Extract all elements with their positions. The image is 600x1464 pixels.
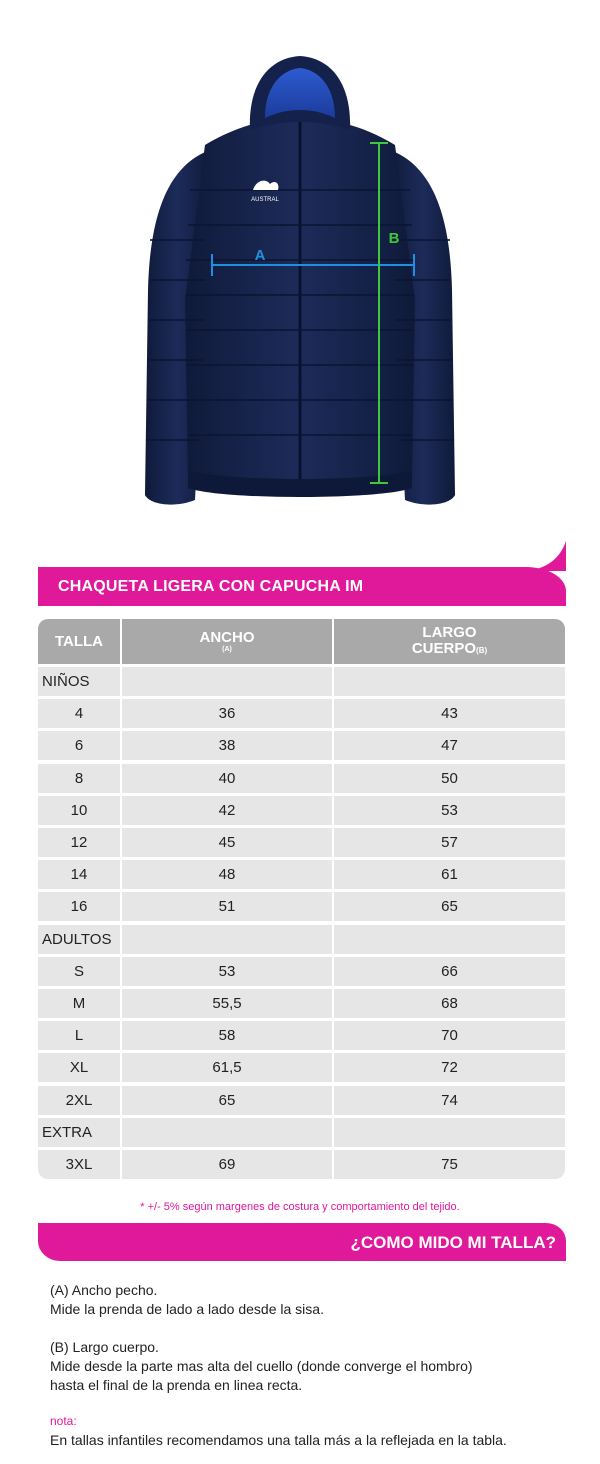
cell-ancho xyxy=(122,667,332,696)
explanation-a xyxy=(50,1281,324,1319)
cell-talla: S xyxy=(38,957,120,986)
table-row xyxy=(38,860,565,889)
label-a: A xyxy=(254,247,266,264)
nota-text: En tallas infantiles recomendamos una talla más a la reflejada en la tabla. xyxy=(50,1432,507,1448)
cell-talla: XL xyxy=(38,1053,120,1082)
explanation-b-text-2: hasta el final de la prenda en linea recta. xyxy=(50,1377,303,1393)
cell-ancho: 40 xyxy=(122,764,332,793)
table-group-row xyxy=(38,1118,565,1147)
cell-largo: 72 xyxy=(334,1053,565,1082)
cell-ancho: 58 xyxy=(122,1021,332,1050)
table-row xyxy=(38,957,565,986)
cell-ancho: 45 xyxy=(122,828,332,857)
explanation-b xyxy=(50,1338,473,1395)
explanation-b-text-1: Mide desde la parte mas alta del cuello (donde converge el hombro) xyxy=(50,1358,473,1374)
cell-largo: 61 xyxy=(334,860,565,889)
table-row xyxy=(38,1053,565,1082)
cell-largo: 70 xyxy=(334,1021,565,1050)
table-row xyxy=(38,699,565,728)
cell-ancho: 36 xyxy=(122,699,332,728)
header-talla: TALLA xyxy=(38,619,120,664)
table-row xyxy=(38,828,565,857)
table-group-row xyxy=(38,667,565,696)
table-row xyxy=(38,731,565,760)
table-row xyxy=(38,892,565,921)
cell-ancho xyxy=(122,1118,332,1147)
cell-largo: 53 xyxy=(334,796,565,825)
nota xyxy=(50,1412,507,1450)
cell-talla: 8 xyxy=(38,764,120,793)
cell-ancho: 69 xyxy=(122,1150,332,1179)
explanation-a-title: (A) Ancho pecho. xyxy=(50,1282,158,1298)
product-title-banner xyxy=(38,567,566,606)
howto-title: ¿COMO MIDO MI TALLA? xyxy=(350,1233,556,1252)
cell-largo: 66 xyxy=(334,957,565,986)
cell-talla: 14 xyxy=(38,860,120,889)
cell-talla: 10 xyxy=(38,796,120,825)
cell-talla: 2XL xyxy=(38,1086,120,1115)
jacket-drawing xyxy=(0,0,600,540)
tolerance-note: * +/- 5% según margenes de costura y comportamiento del tejido. xyxy=(140,1201,460,1213)
cell-largo: 65 xyxy=(334,892,565,921)
cell-ancho: 48 xyxy=(122,860,332,889)
cell-largo: 75 xyxy=(334,1150,565,1179)
cell-talla: ADULTOS xyxy=(38,925,120,954)
cell-largo xyxy=(334,667,565,696)
cell-ancho: 61,5 xyxy=(122,1053,332,1082)
nota-label: nota: xyxy=(50,1414,77,1428)
cell-ancho: 55,5 xyxy=(122,989,332,1018)
cell-talla: 3XL xyxy=(38,1150,120,1179)
cell-talla: 12 xyxy=(38,828,120,857)
cell-largo: 68 xyxy=(334,989,565,1018)
cell-talla: 16 xyxy=(38,892,120,921)
explanation-b-title: (B) Largo cuerpo. xyxy=(50,1339,159,1355)
header-largo: LARGO CUERPO(B) xyxy=(334,619,565,664)
table-row xyxy=(38,989,565,1018)
cell-talla: EXTRA xyxy=(38,1118,120,1147)
explanation-a-text: Mide la prenda de lado a lado desde la sisa. xyxy=(50,1301,324,1317)
header-ancho: ANCHO (A) xyxy=(122,619,332,664)
cell-largo: 50 xyxy=(334,764,565,793)
cell-ancho: 65 xyxy=(122,1086,332,1115)
product-title: CHAQUETA LIGERA CON CAPUCHA IM xyxy=(58,578,364,595)
cell-largo xyxy=(334,1118,565,1147)
cell-talla: M xyxy=(38,989,120,1018)
cell-ancho: 53 xyxy=(122,957,332,986)
table-row xyxy=(38,1086,565,1115)
cell-largo: 43 xyxy=(334,699,565,728)
table-row xyxy=(38,1021,565,1050)
cell-largo xyxy=(334,925,565,954)
cell-largo: 47 xyxy=(334,731,565,760)
howto-banner xyxy=(38,1223,566,1261)
cell-largo: 57 xyxy=(334,828,565,857)
banner-swoosh xyxy=(526,541,566,571)
cell-talla: 4 xyxy=(38,699,120,728)
svg-text:AUSTRAL: AUSTRAL xyxy=(251,197,279,203)
label-b: B xyxy=(388,230,400,247)
cell-ancho xyxy=(122,925,332,954)
cell-largo: 74 xyxy=(334,1086,565,1115)
table-row xyxy=(38,796,565,825)
cell-ancho: 38 xyxy=(122,731,332,760)
jacket-illustration xyxy=(0,0,600,540)
table-row xyxy=(38,764,565,793)
cell-talla: NIÑOS xyxy=(38,667,120,696)
cell-ancho: 51 xyxy=(122,892,332,921)
table-group-row xyxy=(38,925,565,954)
cell-talla: L xyxy=(38,1021,120,1050)
table-row xyxy=(38,1150,565,1179)
cell-talla: 6 xyxy=(38,731,120,760)
table-header xyxy=(38,619,565,664)
cell-ancho: 42 xyxy=(122,796,332,825)
